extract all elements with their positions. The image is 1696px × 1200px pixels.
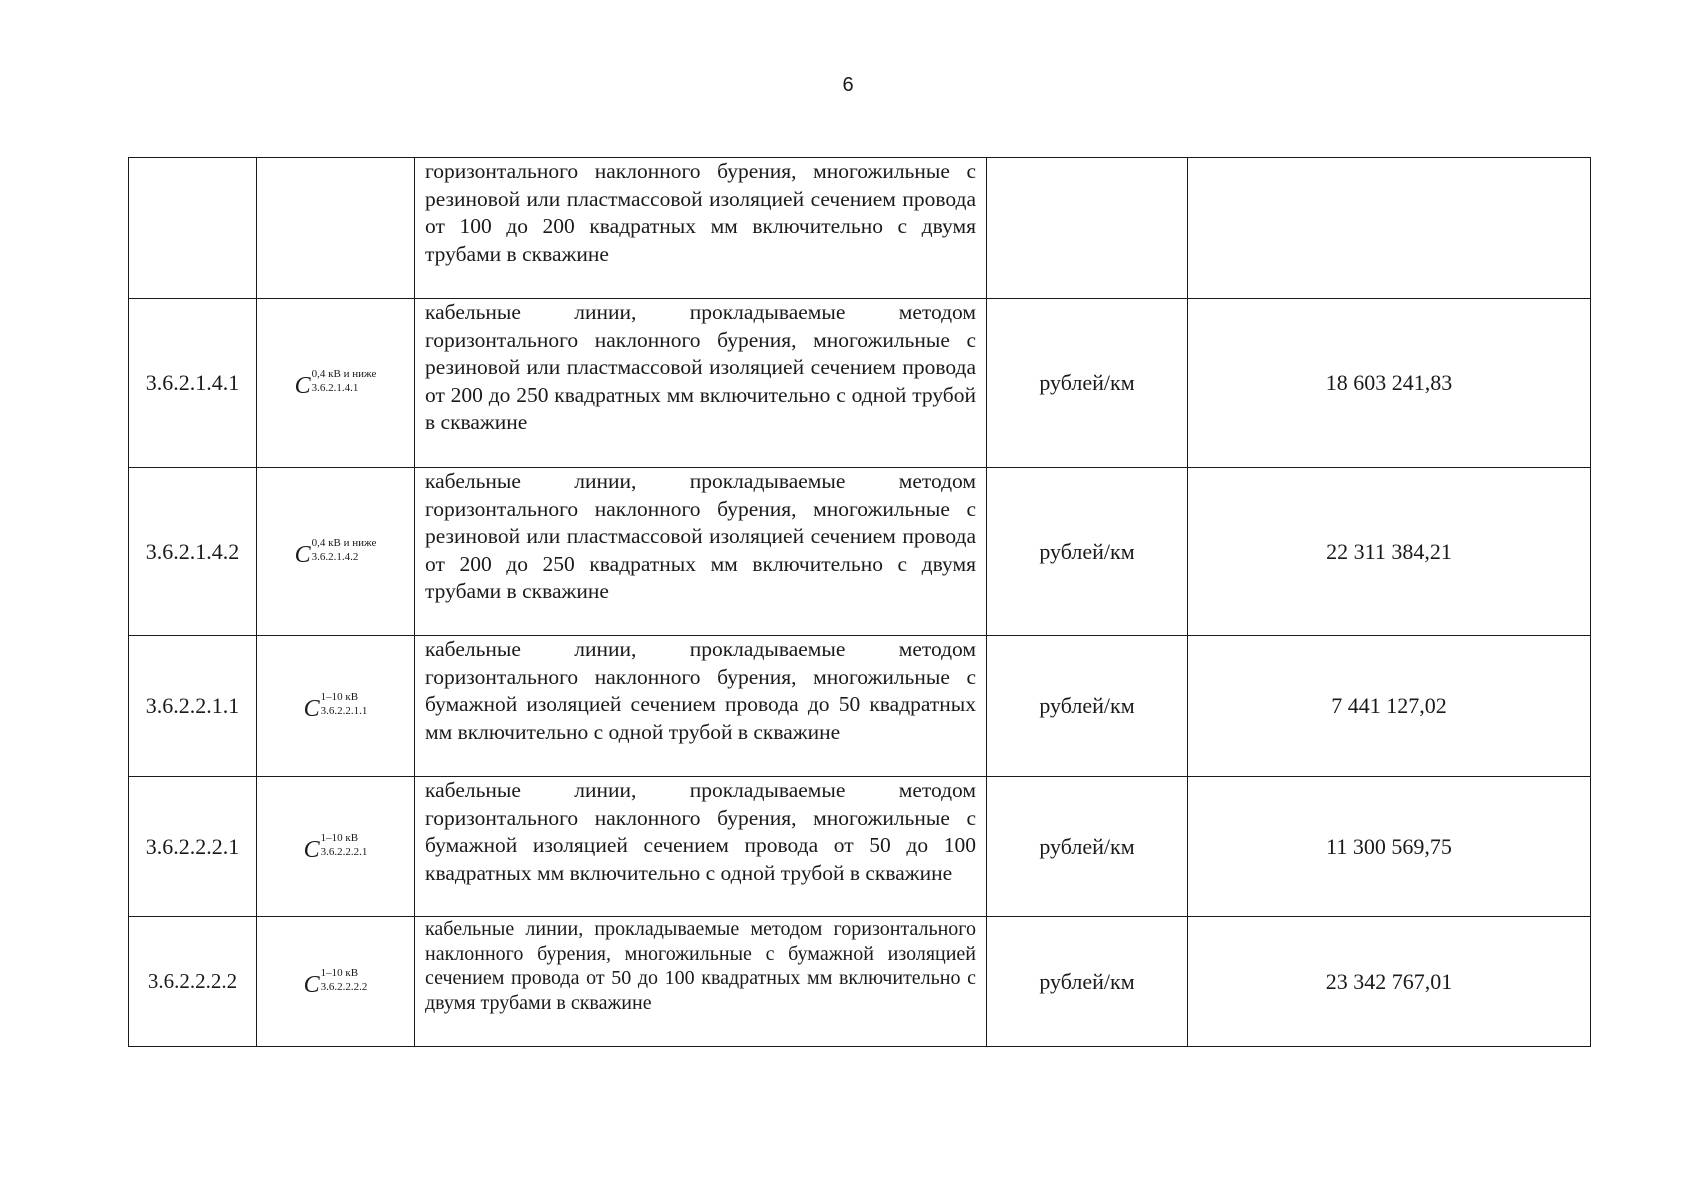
symbol-superscript: 1–10 кВ: [320, 831, 359, 844]
symbol-cell: [257, 299, 415, 468]
symbol-cell: [257, 917, 415, 1047]
rate-symbol: [304, 691, 368, 721]
symbol-subscript: 3.6.2.2.2.1: [320, 845, 368, 858]
symbol-subscript: 3.6.2.1.4.1: [311, 382, 359, 394]
symbol-subscript: 3.6.2.2.1.1: [320, 705, 368, 717]
code-cell: [129, 158, 257, 299]
symbol-cell: [257, 468, 415, 636]
symbol-superscript: 1–10 кВ: [320, 691, 359, 703]
tariff-table: [128, 157, 1591, 1047]
symbol-superscript: 0,4 кВ и ниже: [311, 536, 377, 549]
rate-symbol: [295, 537, 377, 567]
rate-symbol: [304, 832, 368, 862]
symbol-base: C: [303, 836, 320, 863]
symbol-subscript: 3.6.2.2.2.2: [320, 980, 368, 993]
value-cell: 18 603 241,83: [1188, 299, 1591, 468]
description-cell: кабельные линии, прокладываемые методом горизонтального наклонного бурения, многожильные с бумажной изоляцией сечением провода от 50 до 100 квадратных мм включительно с одной трубой в скважине: [415, 777, 987, 917]
code-cell: 3.6.2.2.2.2: [129, 917, 257, 1047]
code-cell: 3.6.2.1.4.1: [129, 299, 257, 468]
table-row: [129, 299, 1591, 468]
description-cell: кабельные линии, прокладываемые методом горизонтального наклонного бурения, многожильные с резиновой или пластмассовой изоляцией сечением провода от 200 до 250 квадратных мм включительно с одной трубой в скважине: [415, 299, 987, 468]
value-cell: [1188, 158, 1591, 299]
symbol-subscript: 3.6.2.1.4.2: [311, 550, 359, 563]
table-row: [129, 468, 1591, 636]
symbol-cell: [257, 158, 415, 299]
symbol-base: C: [303, 971, 320, 998]
unit-cell: рублей/км: [987, 636, 1188, 777]
description-cell: горизонтального наклонного бурения, многожильные с резиновой или пластмассовой изоляцией сечением провода от 100 до 200 квадратных мм включительно с двумя трубами в скважине: [415, 158, 987, 299]
page-number: 6: [842, 74, 854, 96]
rate-symbol: [304, 967, 368, 997]
description-cell: кабельные линии, прокладываемые методом горизонтального наклонного бурения, многожильные с бумажной изоляцией сечением провода до 50 квадратных мм включительно с одной трубой в скважине: [415, 636, 987, 777]
code-cell: 3.6.2.1.4.2: [129, 468, 257, 636]
symbol-base: C: [294, 541, 311, 568]
unit-cell: рублей/км: [987, 917, 1188, 1047]
symbol-cell: [257, 636, 415, 777]
unit-cell: рублей/км: [987, 777, 1188, 917]
symbol-base: C: [303, 696, 320, 722]
table-row: [129, 917, 1591, 1047]
table-row: [129, 777, 1591, 917]
value-cell: 23 342 767,01: [1188, 917, 1591, 1047]
value-cell: 11 300 569,75: [1188, 777, 1591, 917]
value-cell: 22 311 384,21: [1188, 468, 1591, 636]
unit-cell: рублей/км: [987, 299, 1188, 468]
symbol-base: C: [294, 373, 311, 399]
value-cell: 7 441 127,02: [1188, 636, 1591, 777]
symbol-superscript: 1–10 кВ: [320, 966, 359, 979]
description-cell: кабельные линии, прокладываемые методом горизонтального наклонного бурения, многожильные с резиновой или пластмассовой изоляцией сечением провода от 200 до 250 квадратных мм включительно с двумя трубами в скважине: [415, 468, 987, 636]
rate-symbol: [295, 368, 377, 398]
description-cell: кабельные линии, прокладываемые методом горизонтального наклонного бурения, многожильные с бумажной изоляцией сечением провода от 50 до 100 квадратных мм включительно с двумя трубами в скважине: [415, 917, 987, 1047]
table-row: [129, 158, 1591, 299]
code-cell: 3.6.2.2.2.1: [129, 777, 257, 917]
table-row: [129, 636, 1591, 777]
symbol-superscript: 0,4 кВ и ниже: [311, 368, 377, 380]
code-cell: 3.6.2.2.1.1: [129, 636, 257, 777]
symbol-cell: [257, 777, 415, 917]
unit-cell: [987, 158, 1188, 299]
unit-cell: рублей/км: [987, 468, 1188, 636]
